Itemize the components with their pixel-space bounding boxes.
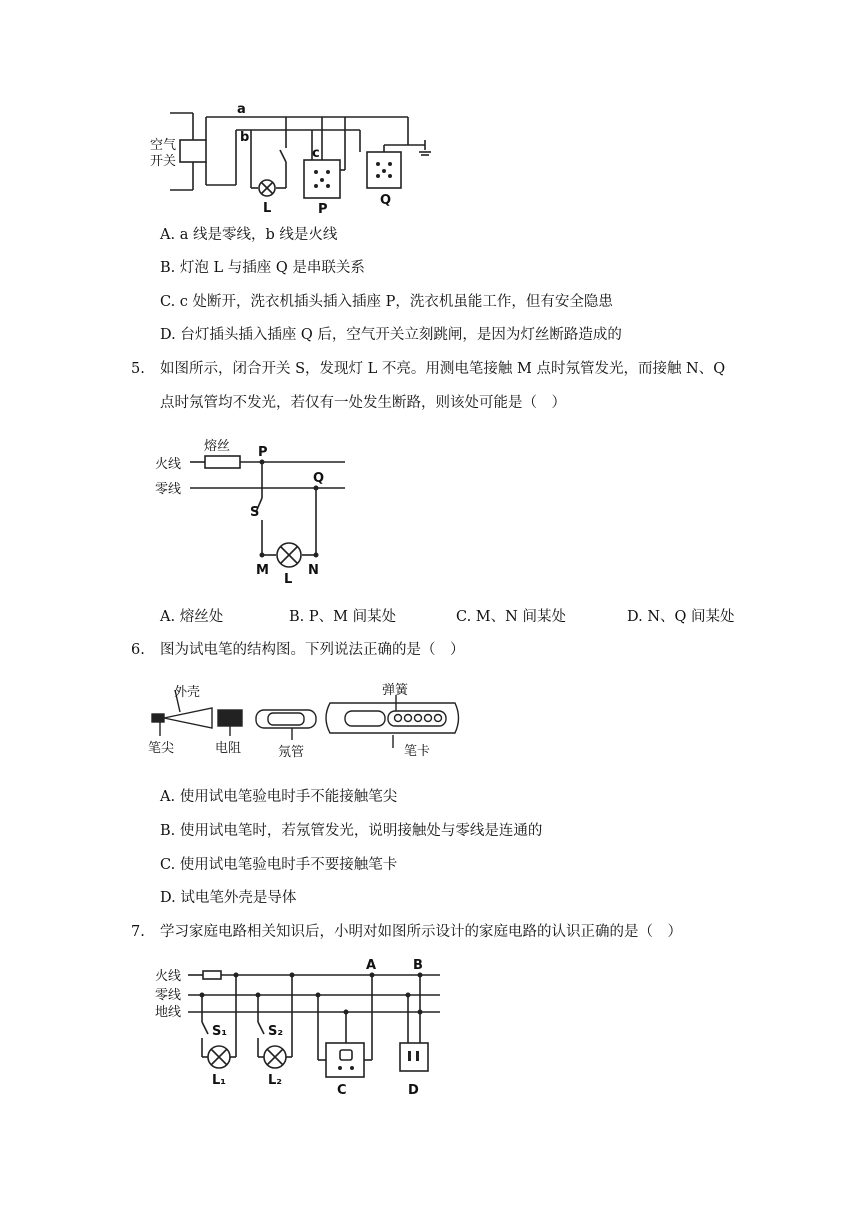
- q6-resistor-label: 电阻: [215, 741, 242, 756]
- q4-socket-q-label: Q: [380, 193, 392, 208]
- q7-switch-s2-label: S₂: [268, 1024, 284, 1039]
- q6-option-d: D. 试电笔外壳是导体: [160, 890, 297, 906]
- q7-socket-d-label: D: [408, 1083, 419, 1098]
- q4-socket-p-label: P: [318, 202, 328, 217]
- q6-option-b: B. 使用试电笔时，若氖管发光，说明接触处与零线是连通的: [160, 823, 543, 839]
- q6-neon-label: 氖管: [278, 745, 305, 760]
- q4-option-c: C. c 处断开，洗衣机插头插入插座 P，洗衣机虽能工作，但有安全隐患: [160, 294, 613, 310]
- q5-point-p-label: P: [258, 445, 268, 460]
- q7-live-label: 火线: [155, 969, 182, 984]
- q5-number: 5.: [131, 361, 145, 377]
- q5-lamp-l-label: L: [284, 572, 293, 587]
- q4-option-b: B. 灯泡 L 与插座 Q 是串联关系: [160, 260, 365, 276]
- q5-point-m-label: M: [256, 563, 269, 578]
- q4-point-c-label: c: [312, 146, 320, 161]
- q5-live-label: 火线: [155, 457, 182, 472]
- q4-option-a: A. a 线是零线，b 线是火线: [160, 227, 338, 243]
- q7-socket-c-label: C: [337, 1083, 347, 1098]
- q5-option-a: A. 熔丝处: [160, 609, 224, 625]
- q6-number: 6.: [131, 642, 145, 658]
- q4-option-d: D. 台灯插头插入插座 Q 后，空气开关立刻跳闸，是因为灯丝断路造成的: [160, 327, 622, 343]
- q7-neutral-label: 零线: [155, 988, 182, 1003]
- q4-air-switch-label-1: 空气: [150, 138, 177, 153]
- q6-spring-label: 弹簧: [382, 683, 409, 698]
- q7-lamp-l1-label: L₁: [212, 1073, 226, 1088]
- q5-stem-line1: 如图所示，闭合开关 S，发现灯 L 不亮。用测电笔接触 M 点时氖管发光，而接触 N、Q: [160, 361, 726, 377]
- q5-option-c: C. M、N 间某处: [456, 609, 566, 625]
- q6-clip-label: 笔卡: [404, 744, 431, 759]
- q6-shell-label: 外壳: [174, 685, 201, 700]
- q4-wire-a-label: a: [237, 102, 246, 117]
- q5-option-d: D. N、Q 间某处: [627, 609, 735, 625]
- q4-wire-b-label: b: [240, 130, 250, 145]
- q6-tip-label: 笔尖: [148, 741, 175, 756]
- q7-stem: 学习家庭电路相关知识后，小明对如图所示设计的家庭电路的认识正确的是（ ）: [160, 924, 682, 940]
- q5-stem-line2: 点时氖管均不发光，若仅有一处发生断路，则该处可能是（ ）: [160, 395, 566, 411]
- q5-point-q-label: Q: [313, 471, 325, 486]
- q7-switch-s1-label: S₁: [212, 1024, 228, 1039]
- q5-switch-s-label: S: [250, 505, 260, 520]
- q4-lamp-label: L: [263, 201, 272, 216]
- q5-point-n-label: N: [308, 563, 319, 578]
- q7-lamp-l2-label: L₂: [268, 1073, 282, 1088]
- q5-option-b: B. P、M 间某处: [289, 609, 397, 625]
- q4-air-switch-label-2: 开关: [150, 154, 177, 169]
- q5-fuse-label: 熔丝: [204, 439, 231, 454]
- q7-point-b-label: B: [413, 958, 423, 973]
- q6-option-a: A. 使用试电笔验电时手不能接触笔尖: [160, 789, 398, 805]
- q5-neutral-label: 零线: [155, 482, 182, 497]
- q7-point-a-label: A: [366, 958, 377, 973]
- q7-number: 7.: [131, 924, 145, 940]
- q6-option-c: C. 使用试电笔验电时手不要接触笔卡: [160, 857, 398, 873]
- q6-stem: 图为试电笔的结构图。下列说法正确的是（ ）: [160, 642, 465, 658]
- q7-ground-label: 地线: [155, 1005, 182, 1020]
